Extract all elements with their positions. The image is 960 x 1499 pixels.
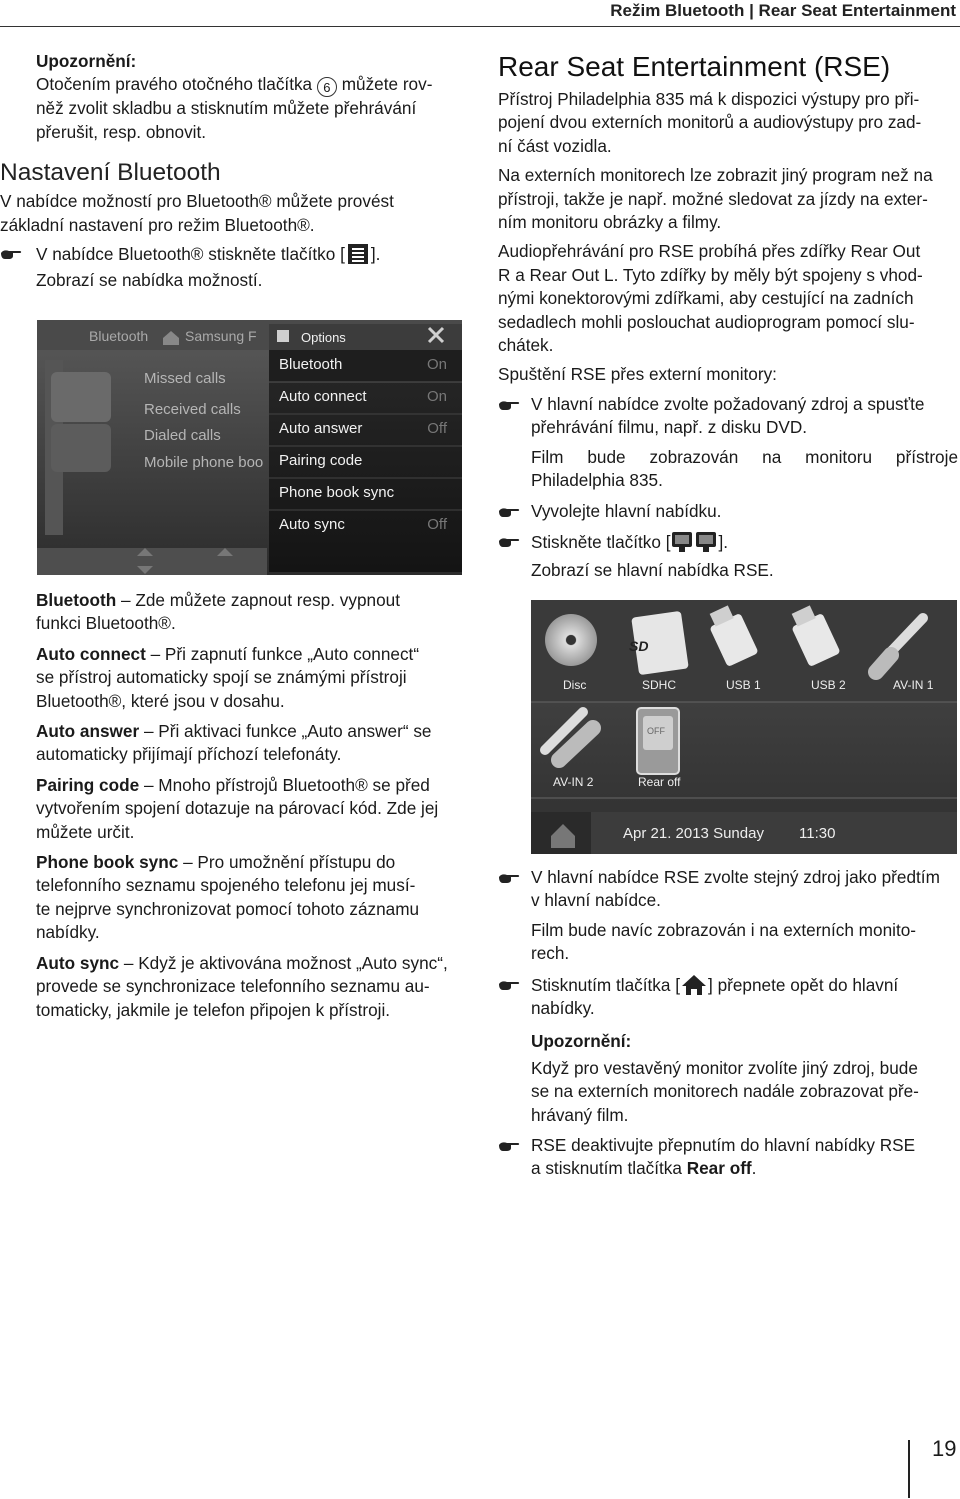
- rse-title: Rear Seat Entertainment (RSE): [498, 51, 891, 82]
- note-line-3: přerušit, resp. obnovit.: [36, 121, 207, 142]
- rse-monitors-icon: [670, 530, 718, 554]
- tile-usb-1[interactable]: USB 1: [726, 678, 761, 692]
- note-line-1: Otočením pravého otočného tlačítka 6 můžete rov-: [36, 74, 433, 96]
- intro-line-1: V nabídce možností pro Bluetooth® můžete provést: [0, 191, 394, 212]
- circled-number: 6: [317, 77, 337, 97]
- rse-para-4: Spuštění RSE přes externí monitory:: [498, 364, 777, 385]
- header-rule: [0, 26, 960, 27]
- note-block: [0, 50, 464, 144]
- intro-line-2: základní nastavení pro režim Bluetooth®.: [0, 214, 315, 235]
- pointing-hand-icon: [498, 502, 520, 518]
- rse-time: 11:30: [799, 825, 836, 842]
- header-title: Režim Bluetooth | Rear Seat Entertainment: [610, 1, 956, 20]
- tile-disc[interactable]: Disc: [563, 678, 587, 692]
- left-column: [0, 44, 464, 293]
- rse-note-title: Upozornění:: [531, 1031, 632, 1052]
- rse-step-4: V hlavní nabídce RSE zvolte stejný zdroj jako předtím v hlavní nabídce.: [498, 866, 958, 913]
- pointing-hand-icon: [498, 868, 520, 884]
- option-pairing-code[interactable]: Pairing code: [279, 452, 363, 469]
- tab-bluetooth: Bluetooth: [89, 328, 149, 344]
- option-bluetooth[interactable]: Bluetooth On: [279, 356, 447, 373]
- option-auto-sync[interactable]: Auto sync Off: [279, 516, 447, 533]
- rse-menu-screenshot: [531, 600, 957, 854]
- pointing-hand-icon: [0, 244, 22, 260]
- home-icon: [680, 973, 708, 997]
- received-calls: Received calls: [144, 401, 241, 418]
- rse-tile-labels-row-2: [531, 775, 957, 795]
- def-pairing-code: Pairing code – Mnoho přístrojů Bluetooth® se před: [36, 774, 430, 795]
- rse-para-1: Přístroj Philadelphia 835 má k dispozici výstupy pro při-: [498, 89, 920, 109]
- rse-step-5: Stisknutím tlačítka [ ] přepnete opět do hlavní nabídky.: [498, 973, 958, 1021]
- section-title: Nastavení Bluetooth: [0, 159, 221, 187]
- rse-para-2: Na externích monitorech lze zobrazit jiný program než na: [498, 165, 933, 186]
- mobile-phonebook: Mobile phone boo: [144, 454, 264, 471]
- rse-step-1: V hlavní nabídce zvolte požadovaný zdroj a spusťte přehrávání filmu, např. z disku DVD.: [498, 393, 958, 440]
- page-number-rule: [908, 1440, 910, 1498]
- step-text: V nabídce Bluetooth® stiskněte tlačítko [ ].: [36, 244, 381, 265]
- note-title: Upozornění:: [36, 51, 137, 71]
- options-list: [279, 356, 447, 556]
- step-result: Zobrazí se nabídka možností.: [36, 270, 263, 291]
- sd-logo: SD: [629, 638, 649, 654]
- option-auto-connect[interactable]: Auto connect On: [279, 388, 447, 405]
- off-switch-label: OFF: [647, 726, 665, 736]
- note-line-2: něž zvolit skladbu a stisknutím můžete přehrávání: [36, 98, 417, 119]
- tab-samsung: Samsung F: [185, 328, 257, 344]
- page-header: [0, 0, 960, 28]
- tile-av-in-2[interactable]: AV-IN 2: [553, 775, 594, 789]
- page-number: 19: [932, 1436, 957, 1461]
- rse-step-6: RSE deaktivujte přepnutím do hlavní nabídky RSE a stisknutím tlačítka Rear off.: [498, 1134, 958, 1181]
- definitions: Bluetooth – Zde můžete zapnout resp. vypnout funkci Bluetooth®. Auto connect – Při zapnutí funkce „Auto connect“ se přístroj automaticky spojí se známými přístroji Bluetooth®, které jsou v dosahu. Auto answer – Při aktivaci funkce „Auto answer“ se automaticky přijímají příchozí telefonáty. Pairing code – Mnoho přístrojů Bluetooth® se před vytvořením spojení dotazuje na párovací kód. Zde jej můžete určit. Phone book sync – Pro umožnění přístupu do telefonního seznamu spojeného telefonu jej musí- te nejprve synchronizovat pomocí tohoto záznamu nabídky. Auto sync – Když je aktivována možnost „Auto sync“, provede se synchronizace telefonního seznamu au- tomaticky, jakmile je telefon připojen k přístroji.: [36, 589, 462, 1022]
- pointing-hand-icon: [498, 1136, 520, 1152]
- def-phone-book-sync: Phone book sync – Pro umožnění přístupu do: [36, 852, 396, 873]
- rse-para-3: Audiopřehrávání pro RSE probíhá přes zdířky Rear Out: [498, 241, 921, 262]
- def-auto-connect: Auto connect – Při zapnutí funkce „Auto connect“: [36, 643, 420, 664]
- bluetooth-options-screenshot: [37, 320, 462, 575]
- right-column: Rear Seat Entertainment (RSE) Přístroj Philadelphia 835 má k dispozici výstupy pro při- pojení dvou externích monitorů a audiovýstupy pro zad- ní část vozidla. Na externích monitorech lze zobrazit jiný program než na přístroji, takže je např. možné sledovat za jízdy na exter- ním monitoru obrázky a filmy. Audiopřehrávání pro RSE probíhá přes zdířky Rear Out R a Rear Out L. Tyto zdířky by měly být spojeny s vhod- nými konektorovými zdířkami, aby cestující na zadních sedadlech mohli poslouchat audioprogram pomocí slu- chátek. Spuštění RSE přes externí monitory: V hlavní nabídce zvolte požadovaný zdroj a spusťte přehrávání filmu, např. z disku DVD. Film bude zobrazován na monitoru přístroje Philadelphia 835. Vyvolejte hlavní nabídku. Stiskněte tlačítko [ ]. Zobrazí se hlavní nabídka RSE.: [498, 51, 958, 581]
- tile-av-in-1[interactable]: AV-IN 1: [893, 678, 934, 692]
- menu-list-icon: [345, 242, 371, 266]
- rse-tile-labels-row-1: [531, 678, 957, 698]
- def-auto-answer: Auto answer – Při aktivaci funkce „Auto answer“ se: [36, 721, 432, 742]
- tile-usb-2[interactable]: USB 2: [811, 678, 846, 692]
- option-auto-answer[interactable]: Auto answer Off: [279, 420, 447, 437]
- tile-sdhc[interactable]: SDHC: [642, 678, 677, 692]
- pointing-hand-icon: [498, 975, 520, 991]
- def-auto-sync: Auto sync – Když je aktivována možnost „Auto sync“,: [36, 952, 448, 973]
- right-column-lower: V hlavní nabídce RSE zvolte stejný zdroj jako předtím v hlavní nabídce. Film bude navíc zobrazován i na externích monito- rech. Stisknutím tlačítka [ ] přepnete opět do hlavní nabídky. Upozornění: Když pro vestavěný monitor zvolíte jiný zdroj, bude se na externích monitorech nadále zobrazovat pře- hrávaný film. RSE deaktivujte přepnutím do hlavní nabídky RSE a stisknutím tlačítka Rear off.: [498, 866, 958, 1181]
- pointing-hand-icon: [498, 532, 520, 548]
- rse-step-3: Stiskněte tlačítko [ ].: [498, 530, 958, 554]
- options-title: Options: [301, 330, 346, 345]
- step-bluetooth-options: [0, 242, 464, 266]
- tile-rear-off[interactable]: Rear off: [638, 775, 681, 789]
- missed-calls: Missed calls: [144, 370, 226, 387]
- option-phone-book-sync[interactable]: Phone book sync: [279, 484, 395, 501]
- def-bluetooth: Bluetooth – Zde můžete zapnout resp. vypnout: [36, 590, 400, 610]
- rse-step-2: Vyvolejte hlavní nabídku.: [498, 500, 958, 523]
- dialed-calls: Dialed calls: [144, 427, 221, 444]
- rse-date: Apr 21. 2013 Sunday: [623, 825, 764, 842]
- pointing-hand-icon: [498, 395, 520, 411]
